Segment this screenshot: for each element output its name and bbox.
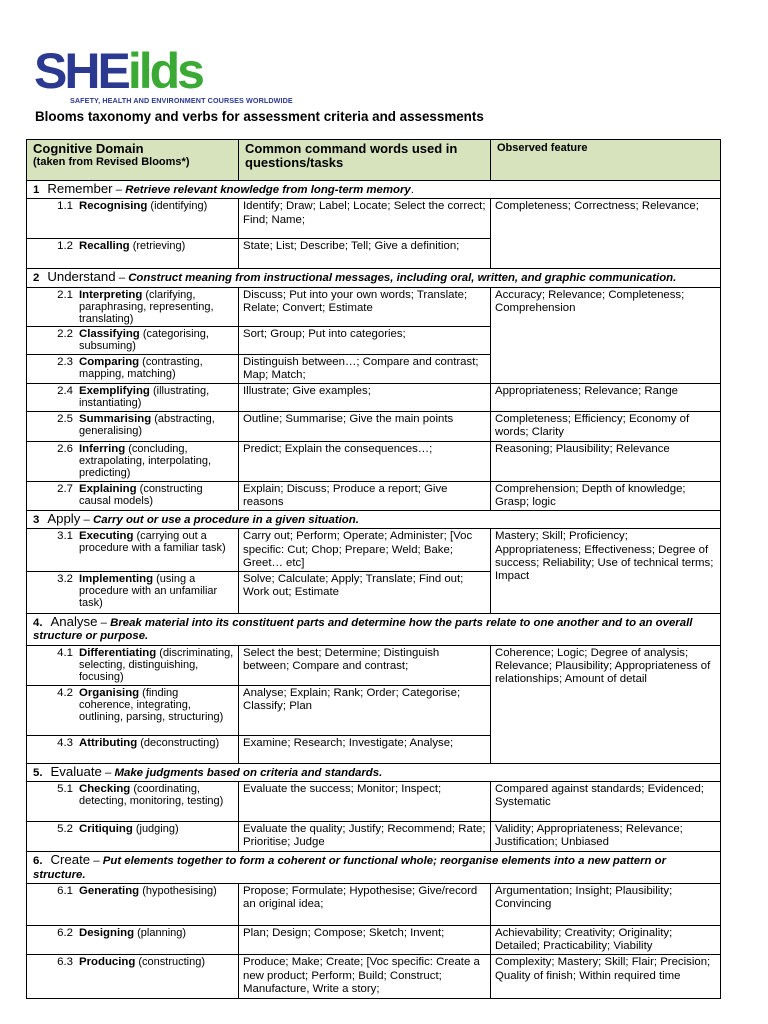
table-row: 5.1 Checking (coordinating, detecting, monitoring, testing) Evaluate the success; Monitor; Inspect; Compared against standards; Evidenced; Systematic [27,782,721,822]
table-row: 6.1 Generating (hypothesising) Propose; Formulate; Hypothesise; Give/record an original idea; Argumentation; Insight; Plausibility; Convincing [27,884,721,926]
table-row: 2.6 Inferring (concluding, extrapolating, interpolating, predicting) Predict; Explain the consequences…; Reasoning; Plausibility; Relevance [27,441,721,481]
category-row: 2 Understand – Construct meaning from instructional messages, including oral, written, and graphic communication. [27,269,721,287]
category-row: 1 Remember – Retrieve relevant knowledge from long-term memory. [27,181,721,199]
table-row: 2.4 Exemplifying (illustrating, instantiating) Illustrate; Give examples; Appropriateness; Relevance; Range [27,384,721,412]
document-title: Blooms taxonomy and verbs for assessment criteria and assessments [35,109,484,124]
category-row: 3 Apply – Carry out or use a procedure in a given situation. [27,511,721,529]
table-row: 4.3 Attributing (deconstructing) Examine; Research; Investigate; Analyse; [27,735,721,763]
logo-wordmark: SHEilds [34,43,202,99]
table-row: 2.5 Summarising (abstracting, generalising) Outline; Summarise; Give the main points Completeness; Efficiency; Economy of words; Clarity [27,412,721,441]
table-row: 1.2 Recalling (retrieving) State; List; Describe; Tell; Give a definition; [27,239,721,269]
table-row: 2.3 Comparing (contrasting, mapping, matching) Distinguish between…; Compare and contrast; Map; Match; [27,354,721,383]
category-row: 5. Evaluate – Make judgments based on criteria and standards. [27,763,721,781]
table-row: 1.1 Recognising (identifying) Identify; Draw; Label; Locate; Select the correct; Find; Name; Completeness; Correctness; Relevance; [27,199,721,239]
logo-tagline: SAFETY, HEALTH AND ENVIRONMENT COURSES WORLDWIDE [70,96,293,105]
category-row: 4. Analyse – Break material into its constituent parts and determine how the parts relate to one another and to an overall structure or purpose. [27,614,721,646]
table-row: 2.2 Classifying (categorising, subsuming) Sort; Group; Put into categories; [27,326,721,354]
taxonomy-table [26,139,721,999]
header-command-words: Common command words used in questions/tasks [239,140,491,181]
table-row: 6.2 Designing (planning) Plan; Design; Compose; Sketch; Invent; Achievability; Creativity; Originality; Detailed; Practicability; Viability [27,926,721,955]
sheilds-logo [34,43,324,108]
header-observed-feature: Observed feature [491,140,721,181]
table-row: 3.2 Implementing (using a procedure with an unfamiliar task) Solve; Calculate; Apply; Translate; Find out; Work out; Estimate [27,572,721,614]
table-row: 6.3 Producing (constructing) Produce; Make; Create; [Voc specific: Create a new product; Perform; Build; Construct; Manufacture, Write a story; Complexity; Mastery; Skill; Flair; Precision; Quality of finish; Within required time [27,955,721,999]
table-header [27,140,721,181]
table-row: 4.1 Differentiating (discriminating, selecting, distinguishing, focusing) Select the best; Determine; Distinguish between; Compare and contrast; Coherence; Logic; Degree of analysis; Relevance; Plausibility; Appropriateness of relationships; Amount of detail [27,645,721,685]
table-row: 2.7 Explaining (constructing causal models) Explain; Discuss; Produce a report; Give reasons Comprehension; Depth of knowledge; Grasp; logic [27,481,721,510]
table-row: 4.2 Organising (finding coherence, integrating, outlining, parsing, structuring) Analyse; Explain; Rank; Order; Categorise; Classify; Plan [27,685,721,735]
table-row: 5.2 Critiquing (judging) Evaluate the quality; Justify; Recommend; Rate; Prioritise; Judge Validity; Appropriateness; Relevance; Justification; Unbiased [27,822,721,852]
table-row: 3.1 Executing (carrying out a procedure with a familiar task) Carry out; Perform; Operate; Administer; [Voc specific: Cut; Chop; Prepare; Weld; Bake; Greet… etc] Mastery; Skill; Proficiency; Appropriateness; Effectiveness; Degree of success; Reliability; Use of technical terms; Impact [27,529,721,572]
header-cognitive-domain: Cognitive Domain (taken from Revised Blooms*) [27,140,239,181]
category-row: 6. Create – Put elements together to form a coherent or functional whole; reorganise elements into a new pattern or structure. [27,852,721,884]
table-row: 2.1 Interpreting (clarifying, paraphrasing, representing, translating) Discuss; Put into your own words; Translate; Relate; Convert; Estimate Accuracy; Relevance; Completeness; Comprehension [27,287,721,326]
